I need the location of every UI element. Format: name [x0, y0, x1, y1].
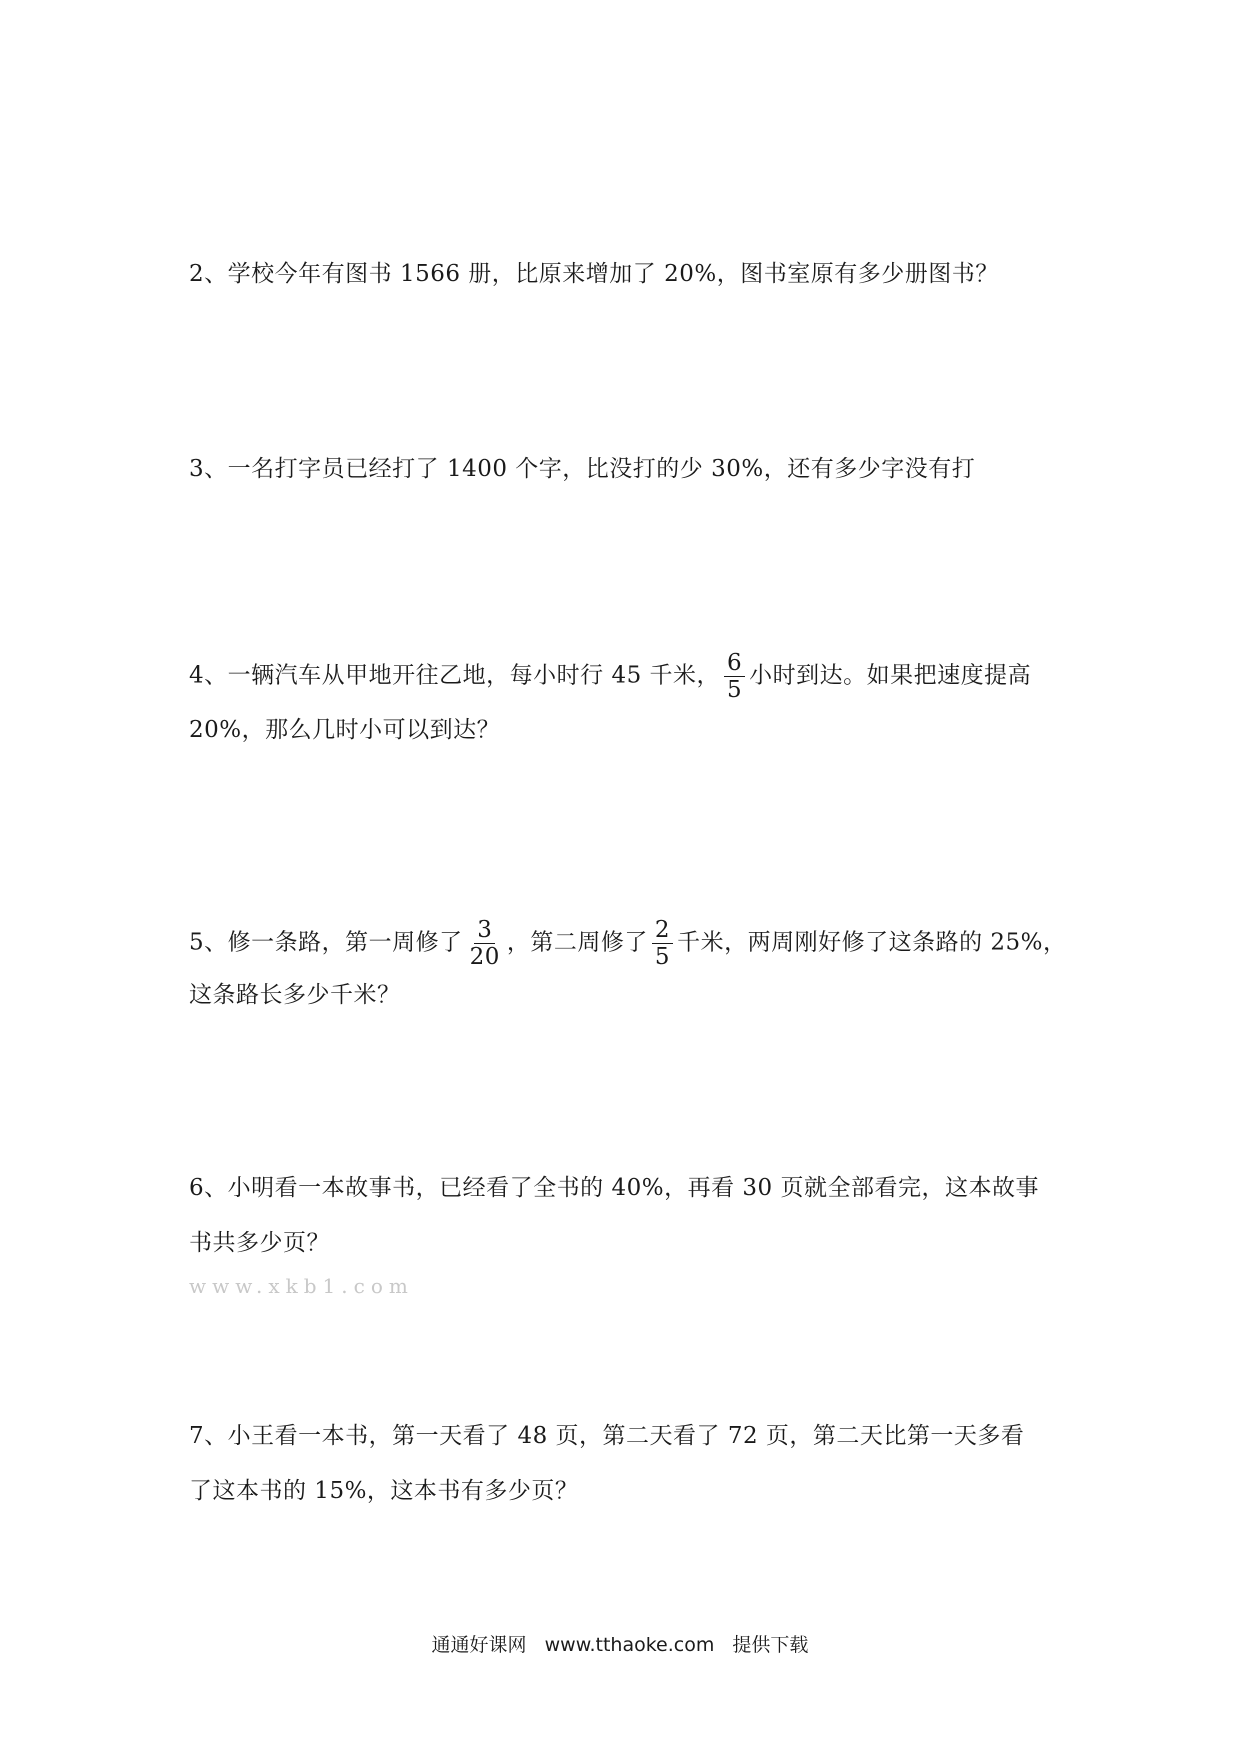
problem-5-text-post: 千米，两周刚好修了这条路的 25%， — [677, 929, 1067, 956]
problem-4-text-pre: 4、一辆汽车从甲地开往乙地，每小时行 45 千米， — [189, 662, 721, 689]
footer-url[interactable]: www.tthaoke.com — [544, 1634, 715, 1656]
fraction-denominator: 5 — [727, 677, 743, 703]
fraction-numerator: 6 — [724, 650, 745, 677]
fraction-numerator: 3 — [474, 917, 495, 944]
problem-4-fraction — [724, 650, 745, 703]
page-footer — [0, 1630, 1240, 1657]
problem-5-line-1 — [189, 917, 1067, 970]
problem-5-text-pre: 5、修一条路，第一周修了 — [189, 929, 463, 956]
problem-4-text-post: 小时到达。如果把速度提高 — [749, 662, 1032, 689]
fraction-denominator: 20 — [469, 944, 500, 970]
problem-2-line-1: 2、学校今年有图书 1566 册，比原来增加了 20%，图书室原有多少册图书？ — [189, 261, 999, 287]
footer-suffix: 提供下载 — [732, 1634, 809, 1656]
fraction-denominator: 5 — [654, 944, 671, 970]
problem-5-text-mid: ，第二周修了 — [506, 929, 648, 956]
watermark-text: www.xkb1.com — [189, 1274, 414, 1298]
problem-5-fraction-2 — [652, 917, 673, 970]
footer-site-name: 通通好课网 — [431, 1634, 527, 1656]
problem-5-fraction-1 — [467, 917, 503, 970]
problem-3-line-1: 3、一名打字员已经打了 1400 个字，比没打的少 30%，还有多少字没有打 — [189, 456, 976, 482]
problem-4-line-1 — [189, 650, 1031, 703]
problem-6-line-1: 6、小明看一本故事书，已经看了全书的 40%，再看 30 页就全部看完，这本故事 — [189, 1175, 1039, 1201]
problem-6-line-2: 书共多少页？ — [189, 1230, 330, 1256]
problem-5-line-2: 这条路长多少千米？ — [189, 982, 401, 1008]
problem-7-line-2: 了这本书的 15%，这本书有多少页？ — [189, 1478, 579, 1504]
problem-4-line-2: 20%，那么几时小可以到达？ — [189, 717, 501, 743]
fraction-numerator: 2 — [652, 917, 673, 944]
problem-7-line-1: 7、小王看一本书，第一天看了 48 页，第二天看了 72 页，第二天比第一天多看 — [189, 1423, 1025, 1449]
